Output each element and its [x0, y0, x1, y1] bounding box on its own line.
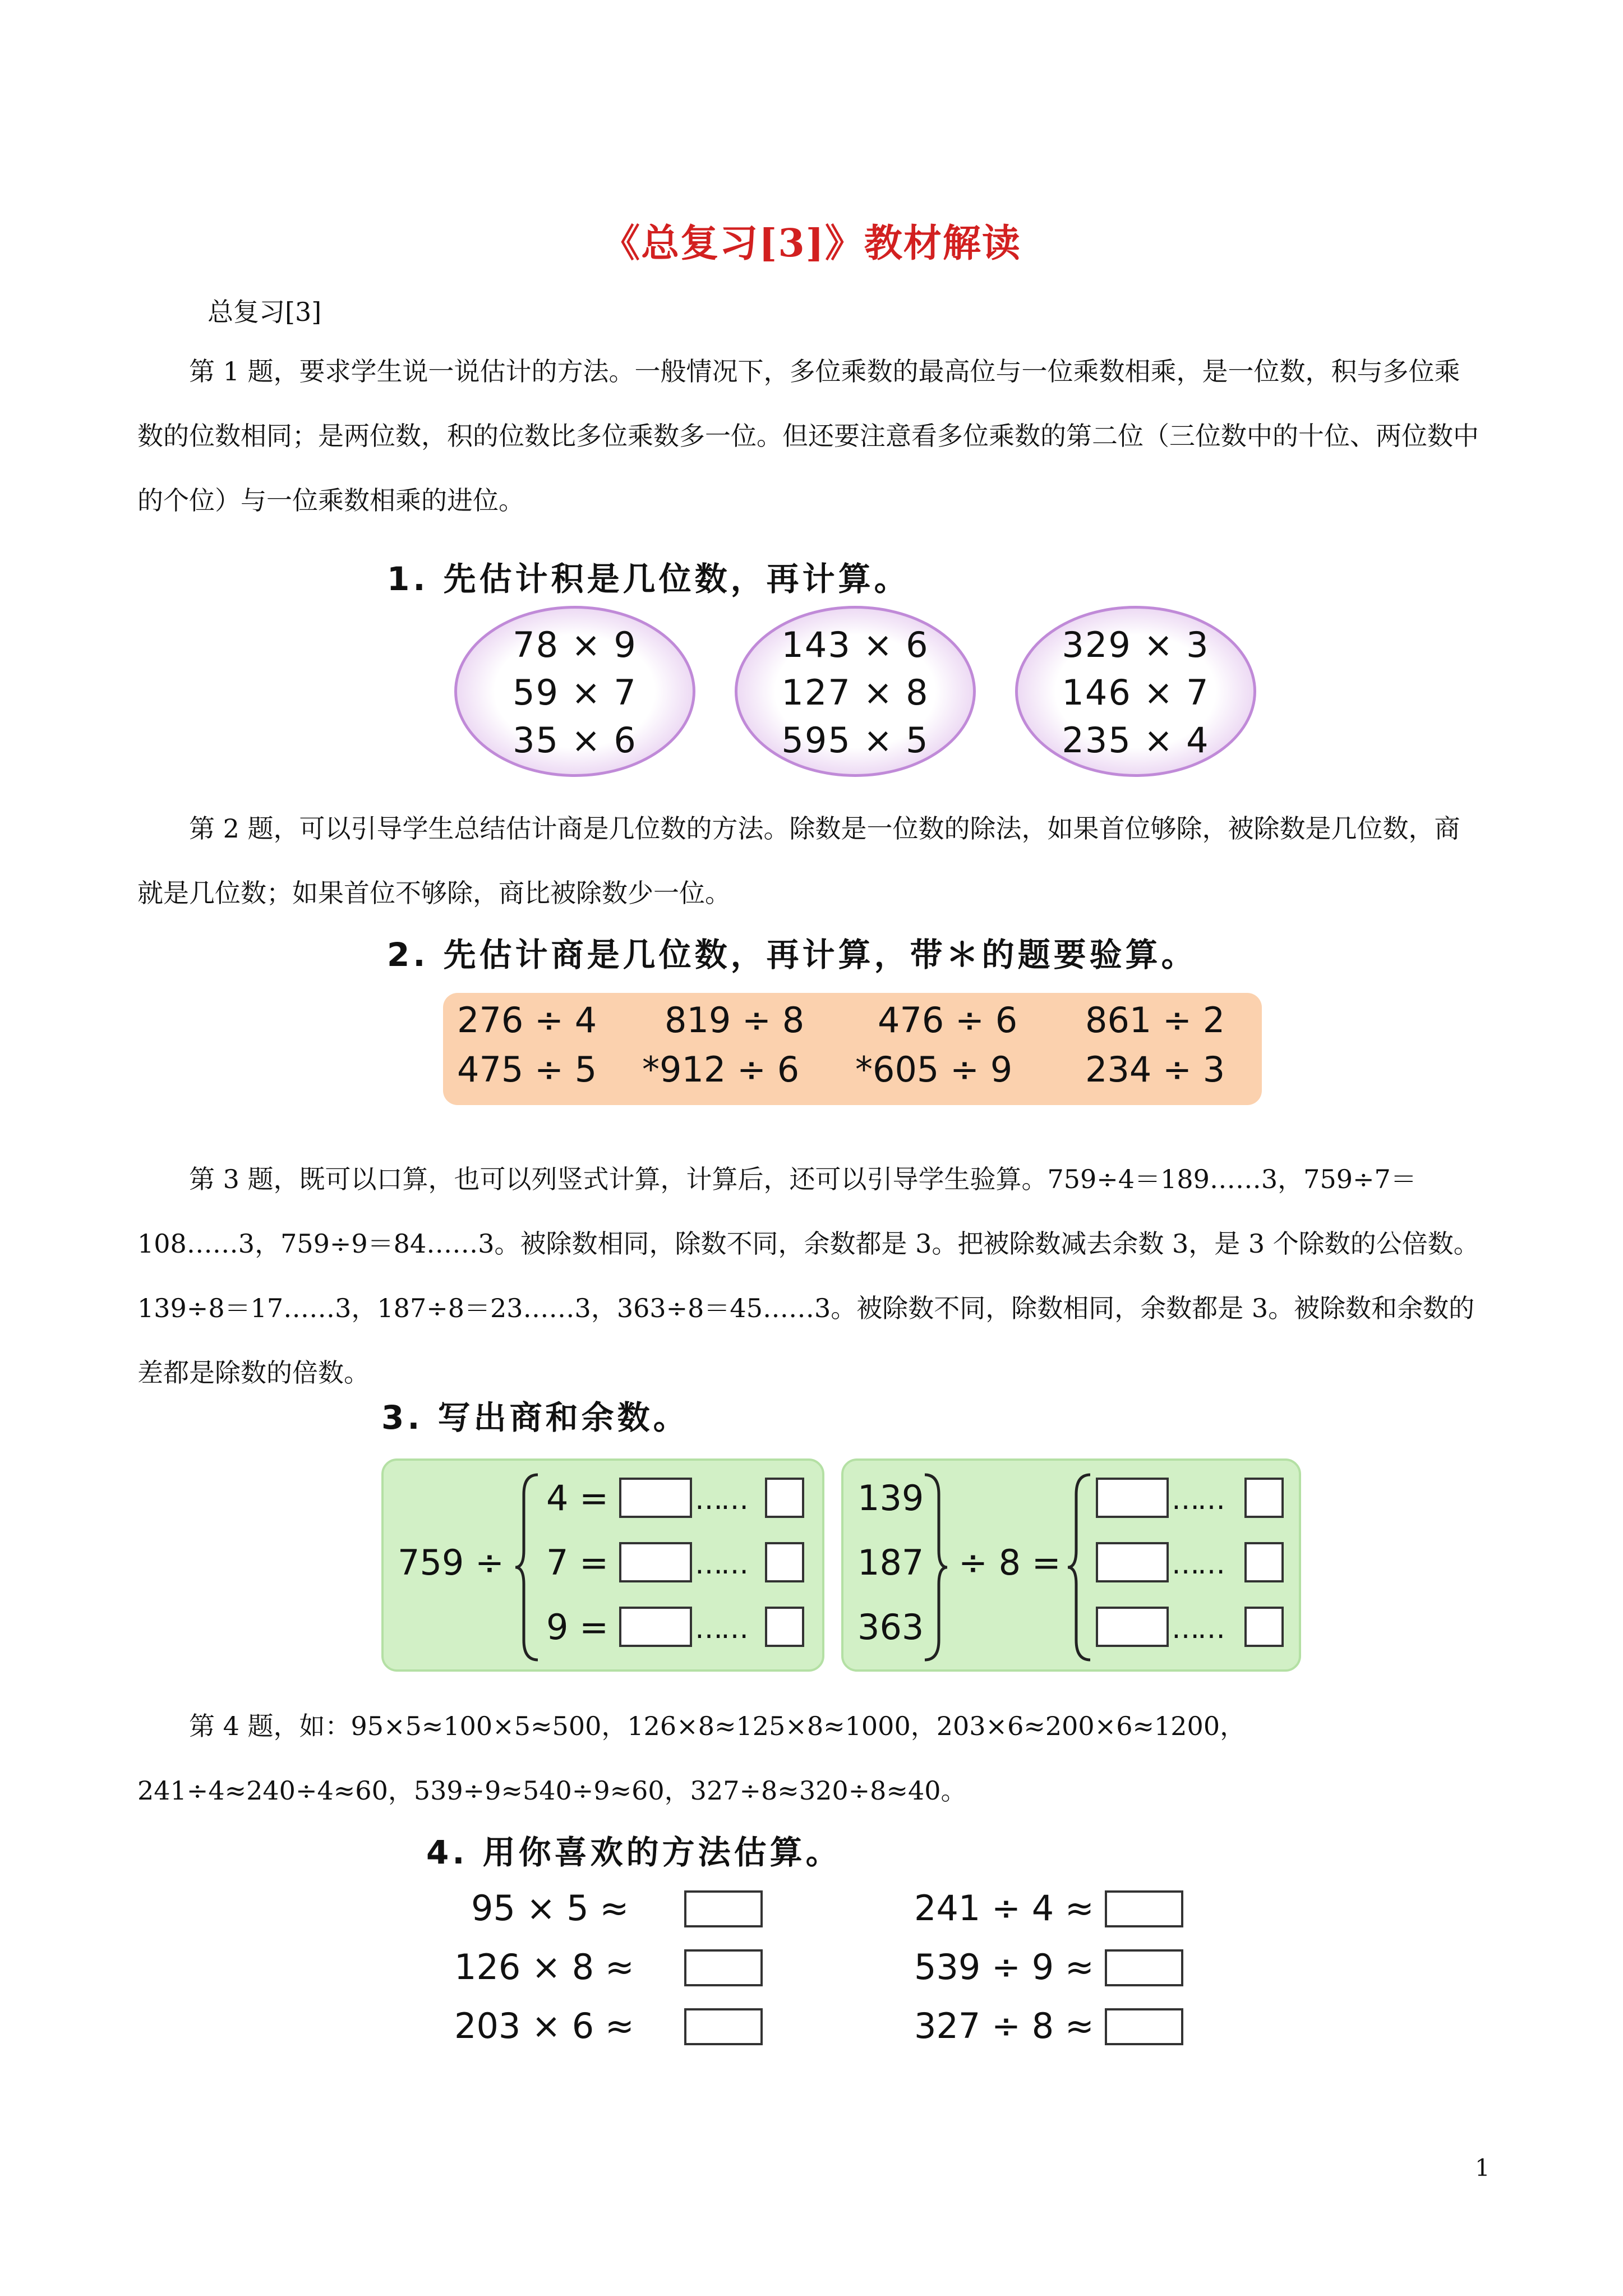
problem-item: 819 ÷ 8 — [665, 1000, 805, 1041]
oval-item: 146 × 7 — [1062, 672, 1210, 713]
oval-item: 143 × 6 — [781, 624, 929, 665]
exercise-4-instruction: 用你喜欢的方法估算。 — [482, 1833, 842, 1871]
paragraph-4 — [137, 1694, 1483, 1823]
paragraph-1-text: 第 1 题，要求学生说一说估计的方法。一般情况下，多位乘数的最高位与一位乘数相乘，是一位数，积与多位乘数的位数相同；是两位数，积的位数比多位乘数多一位。但还要注意看多位乘数的第二位（三位数中的十位、两位数中的个位）与一位乘数相乘的进位。 — [137, 356, 1479, 516]
oval-item: 59 × 7 — [513, 672, 637, 713]
remainder-box[interactable] — [765, 1607, 804, 1647]
ellipsis: …… — [695, 1483, 746, 1516]
figure-exercise-1 — [387, 553, 1284, 788]
problem-item: 476 ÷ 6 — [878, 1000, 1018, 1041]
same-dividend-panel — [381, 1458, 824, 1672]
answer-box[interactable] — [1105, 2008, 1183, 2045]
oval-item: 127 × 8 — [781, 672, 929, 713]
paragraph-3 — [137, 1147, 1483, 1405]
remainder-box[interactable] — [765, 1542, 804, 1582]
divisor-item: 4 = — [546, 1478, 609, 1519]
dividend-item: 139 — [857, 1478, 924, 1519]
exercise-3-instruction: 写出商和余数。 — [437, 1398, 689, 1437]
oval-group-1 — [454, 606, 695, 777]
estimate-item: 203 × 6 ≈ — [454, 2005, 634, 2046]
problem-item: *912 ÷ 6 — [642, 1049, 800, 1090]
quotient-box[interactable] — [1096, 1478, 1169, 1518]
estimate-item: 95 × 5 ≈ — [471, 1888, 629, 1929]
ellipsis: …… — [695, 1548, 746, 1580]
page-number: 1 — [1475, 2154, 1490, 2182]
figure-exercise-2 — [387, 928, 1284, 1114]
estimate-item: 539 ÷ 9 ≈ — [914, 1947, 1094, 1987]
problem-item: 475 ÷ 5 — [457, 1049, 597, 1090]
quotient-box[interactable] — [619, 1542, 692, 1582]
divisor-item: 9 = — [546, 1607, 609, 1648]
exercise-4-heading — [426, 1826, 842, 1873]
oval-item: 235 × 4 — [1062, 720, 1210, 761]
problem-item: 861 ÷ 2 — [1085, 1000, 1225, 1041]
problem-item: 276 ÷ 4 — [457, 1000, 597, 1041]
paragraph-3-text: 第 3 题，既可以口算，也可以列竖式计算，计算后，还可以引导学生验算。759÷4＝189……3，759÷7＝108……3，759÷9＝84……3。被除数相同，除数不同，余数都是 3。把被除数减去余数 3，是 3 个除数的公倍数。139÷8＝17……3，187÷8＝23……3，363÷8＝45……3。被除数不同，除数相同，余数都是 3。被除数和余数的差都是除数的倍数。 — [137, 1164, 1479, 1388]
oval-item: 595 × 5 — [781, 720, 929, 761]
estimate-item: 241 ÷ 4 ≈ — [914, 1888, 1094, 1929]
estimate-item: 327 ÷ 8 ≈ — [914, 2005, 1094, 2046]
paragraph-2-text: 第 2 题，可以引导学生总结估计商是几位数的方法。除数是一位数的除法，如果首位够除，被除数是几位数，商就是几位数；如果首位不够除，商比被除数少一位。 — [137, 813, 1460, 908]
remainder-box[interactable] — [1244, 1542, 1284, 1582]
same-divisor-panel — [841, 1458, 1301, 1672]
oval-item: 329 × 3 — [1062, 624, 1210, 665]
left-brace-icon — [1065, 1472, 1093, 1663]
problem-item: *605 ÷ 9 — [855, 1049, 1013, 1090]
figure-exercise-4 — [426, 1826, 1239, 2062]
oval-item: 35 × 6 — [513, 720, 637, 761]
document-title: 《总复习[3]》教材解读 — [602, 221, 1021, 266]
ellipsis: …… — [1172, 1548, 1223, 1580]
dividend-item: 363 — [857, 1607, 924, 1648]
divisor-item: 7 = — [546, 1542, 609, 1583]
division-problem-panel — [443, 993, 1262, 1105]
right-brace-icon — [922, 1472, 950, 1663]
divisor-label: ÷ 8 = — [958, 1542, 1061, 1583]
paragraph-4-text: 第 4 题，如：95×5≈100×5≈500，126×8≈125×8≈1000，203×6≈200×6≈1200， 241÷4≈240÷4≈60，539÷9≈540÷9≈60，327÷8≈320÷8≈40。 — [137, 1711, 1246, 1806]
oval-item: 78 × 9 — [513, 624, 637, 665]
quotient-box[interactable] — [619, 1607, 692, 1647]
exercise-1-number: 1. — [387, 560, 429, 598]
exercise-2-number: 2. — [387, 936, 429, 974]
quotient-box[interactable] — [1096, 1607, 1169, 1647]
exercise-2-instruction: 先估计商是几位数，再计算，带＊的题要验算。 — [443, 936, 1197, 974]
problem-item: 234 ÷ 3 — [1085, 1049, 1225, 1090]
quotient-box[interactable] — [1096, 1542, 1169, 1582]
exercise-1-heading — [387, 553, 910, 600]
dividend-label: 759 ÷ — [398, 1542, 504, 1583]
remainder-box[interactable] — [1244, 1607, 1284, 1647]
exercise-3-number: 3. — [381, 1398, 423, 1437]
paragraph-2 — [137, 797, 1483, 926]
remainder-box[interactable] — [1244, 1478, 1284, 1518]
answer-box[interactable] — [1105, 1949, 1183, 1986]
exercise-2-heading — [387, 928, 1197, 976]
answer-box[interactable] — [684, 2008, 763, 2045]
left-brace-icon — [513, 1472, 541, 1663]
ellipsis: …… — [695, 1612, 746, 1645]
remainder-box[interactable] — [765, 1478, 804, 1518]
answer-box[interactable] — [684, 1890, 763, 1927]
answer-box[interactable] — [684, 1949, 763, 1986]
dividend-item: 187 — [857, 1542, 924, 1583]
figure-exercise-3 — [381, 1391, 1307, 1683]
ellipsis: …… — [1172, 1483, 1223, 1516]
oval-group-3 — [1015, 606, 1256, 777]
quotient-box[interactable] — [619, 1478, 692, 1518]
exercise-1-instruction: 先估计积是几位数，再计算。 — [443, 560, 910, 598]
exercise-3-heading — [381, 1391, 689, 1438]
estimate-item: 126 × 8 ≈ — [454, 1947, 634, 1987]
section-subtitle: 总复习[3] — [208, 297, 322, 327]
ellipsis: …… — [1172, 1612, 1223, 1645]
oval-group-2 — [735, 606, 976, 777]
exercise-4-number: 4. — [426, 1833, 468, 1871]
paragraph-1 — [137, 339, 1483, 533]
answer-box[interactable] — [1105, 1890, 1183, 1927]
